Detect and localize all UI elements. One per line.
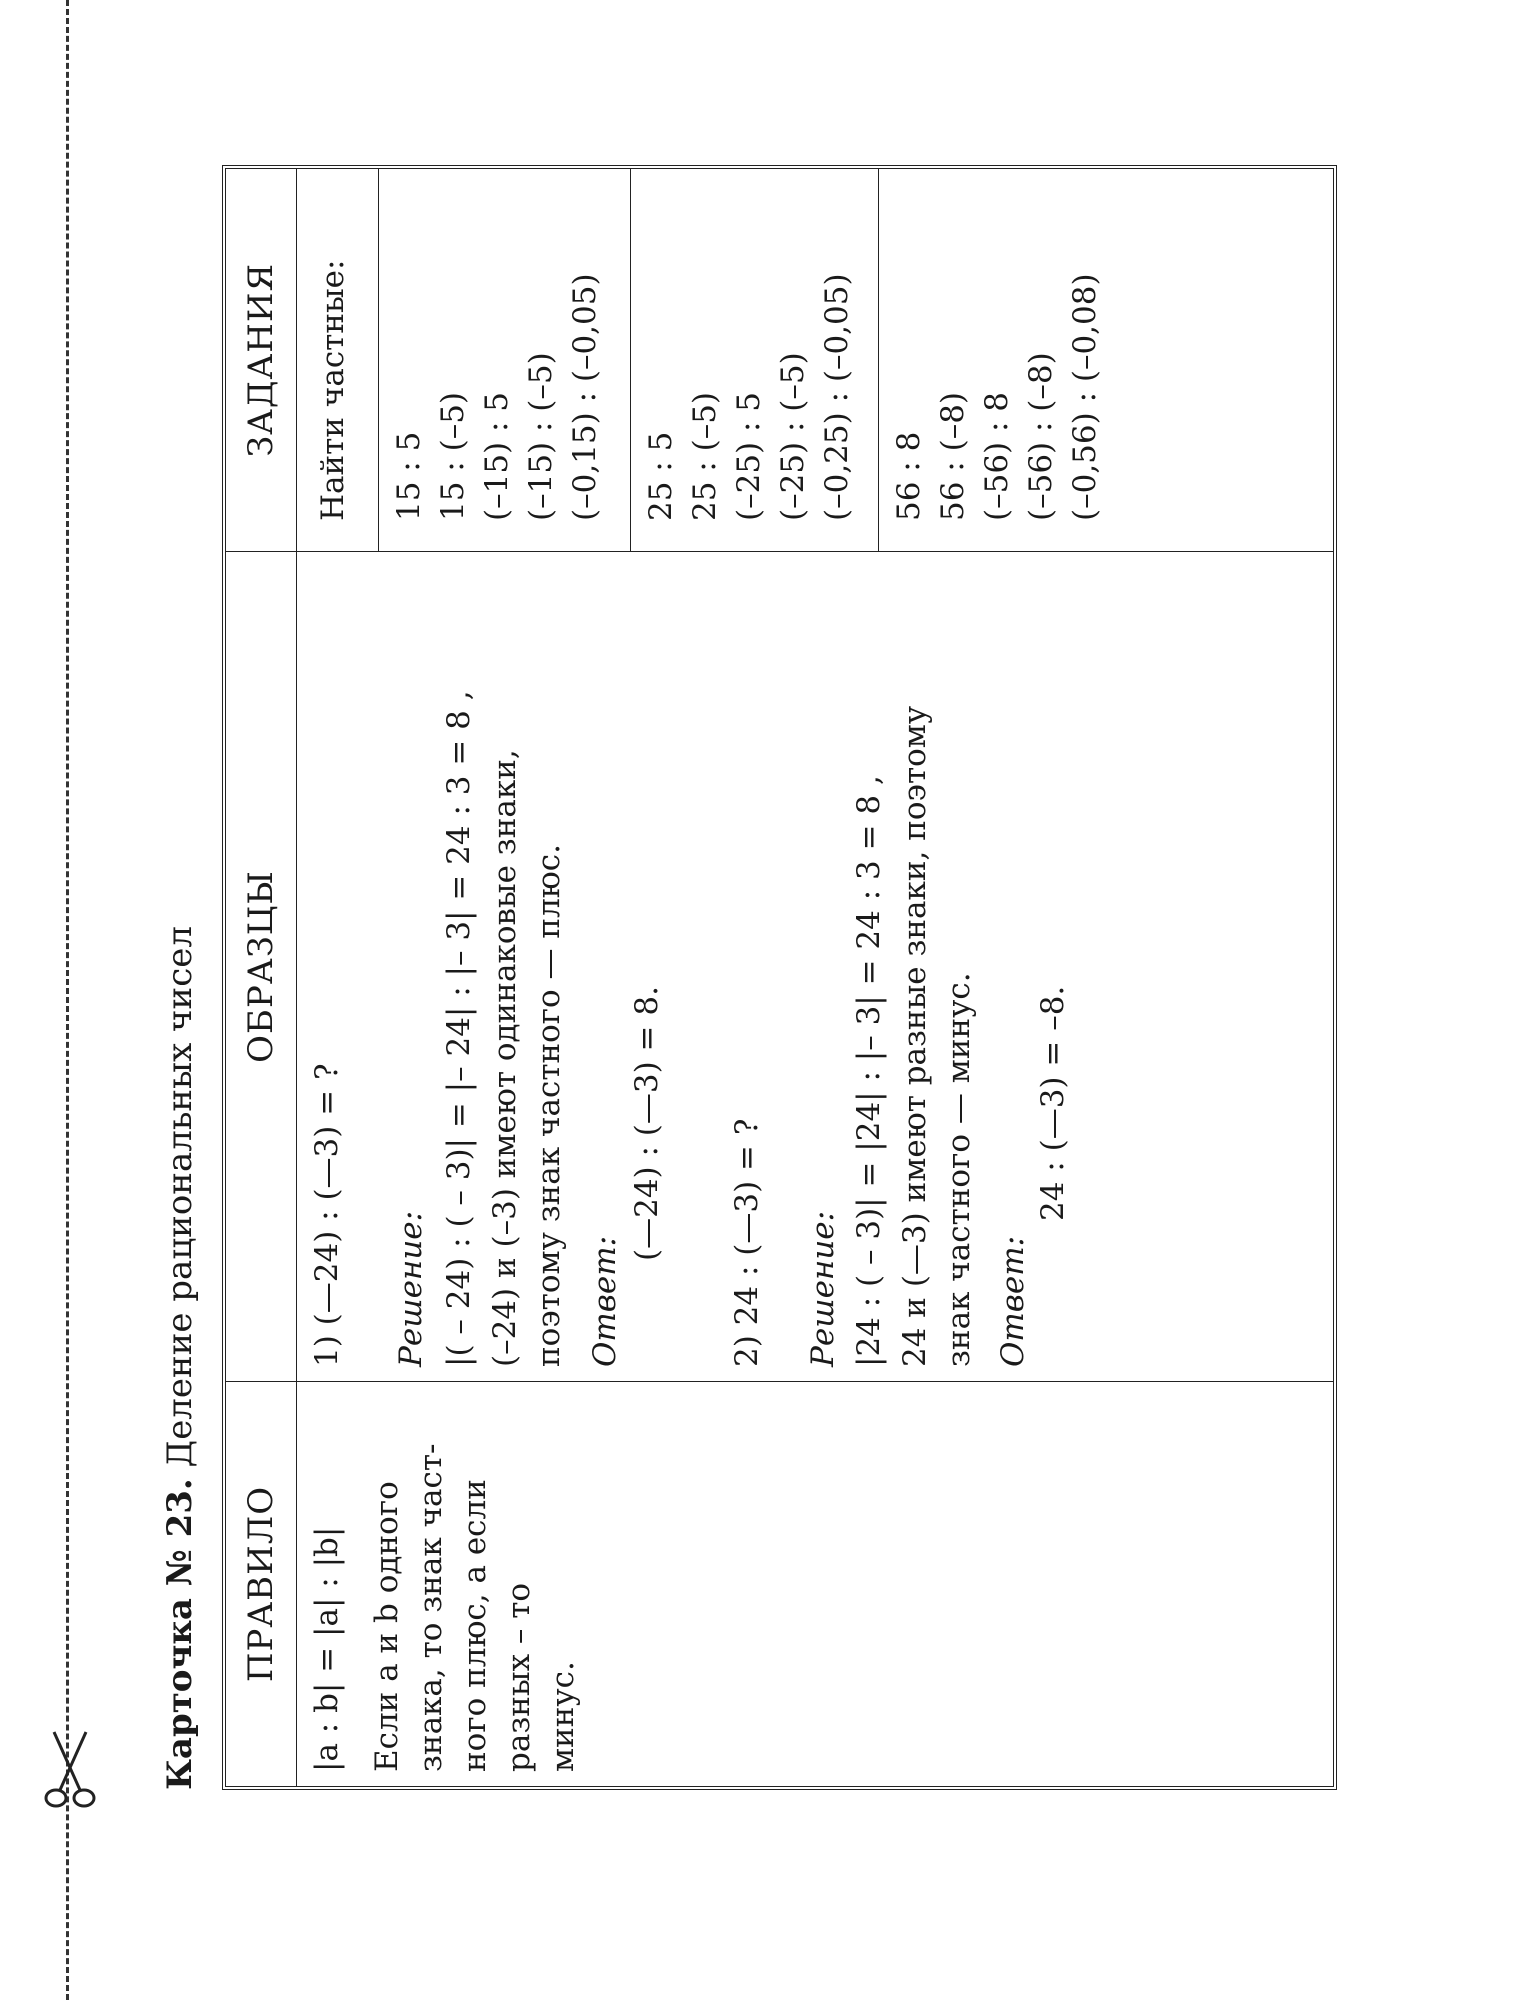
ex2-answer-label: Ответ: [995,1235,1031,1367]
rule-formula: |a : b| = |a| : |b| [309,1526,345,1772]
rule-line-2: знака, то знак част- [413,1443,449,1772]
task-2-4: (–25) : (–5) [775,352,811,521]
tasks-divider-0 [378,169,379,551]
tasks-divider-2 [878,169,879,551]
ex1-line-3: поэтому знак частного — плюс. [531,844,567,1367]
tasks-intro: Найти частные: [315,259,351,521]
tasks-header: ЗАДАНИЯ [226,169,297,551]
rule-line-4: разных – то [501,1582,537,1772]
ex1-solution-label: Решение: [393,1210,429,1367]
ex2-line-2: 24 и (—3) имеют разные знаки, поэтому [897,705,933,1367]
ex1-answer: (—24) : (—3) = 8. [629,986,665,1261]
samples-column [226,551,1333,1381]
task-1-4: (–15) : (–5) [523,352,559,521]
ex2-line-3: знак частного — минус. [941,972,977,1367]
task-3-1: 56 : 8 [891,431,927,521]
task-3-3: (–56) : 8 [979,391,1015,521]
task-2-2: 25 : (–5) [687,391,723,521]
rule-column [226,1381,1333,1786]
task-1-2: 15 : (–5) [435,391,471,521]
card-title [160,926,200,1790]
ex2-task: 2) 24 : (—3) = ? [729,1118,765,1367]
task-1-1: 15 : 5 [391,431,427,521]
task-2-1: 25 : 5 [643,431,679,521]
task-3-5: (–0,56) : (–0,08) [1067,273,1103,521]
ex2-solution-label: Решение: [805,1210,841,1367]
task-1-3: (–15) : 5 [479,391,515,521]
task-2-3: (–25) : 5 [731,391,767,521]
rule-line-3: ного плюс, а если [457,1479,493,1772]
ex2-answer: 24 : (—3) = –8. [1035,985,1071,1221]
ex2-line-1: |24 : ( – 3)| = |24| : |– 3| = 24 : 3 = 8 , [851,775,887,1367]
card-table [222,165,1337,1790]
task-2-5: (–0,25) : (–0,05) [819,273,855,521]
rule-line-1: Если a и b одного [369,1481,405,1772]
ex1-line-2: (–24) и (–3) имеют одинаковые знаки, [487,749,523,1367]
ex1-line-1: |( – 24) : ( – 3)| = |– 24| : |– 3| = 24 : 3 = 8 , [441,690,477,1367]
ex1-answer-label: Ответ: [587,1235,623,1367]
task-3-4: (–56) : (–8) [1023,352,1059,521]
rule-header: ПРАВИЛО [226,1382,297,1786]
tasks-column [226,169,1333,551]
task-1-5: (–0,15) : (–0,05) [567,273,603,521]
rule-line-5: минус. [545,1661,581,1772]
tasks-divider-1 [630,169,631,551]
task-3-2: 56 : (–8) [935,391,971,521]
card-number: Карточка № 23. [160,1478,200,1790]
card-topic: Деление рациональных чисел [160,926,200,1468]
samples-header: ОБРАЗЦЫ [226,552,297,1381]
ex1-task: 1) (—24) : (—3) = ? [309,1063,345,1367]
